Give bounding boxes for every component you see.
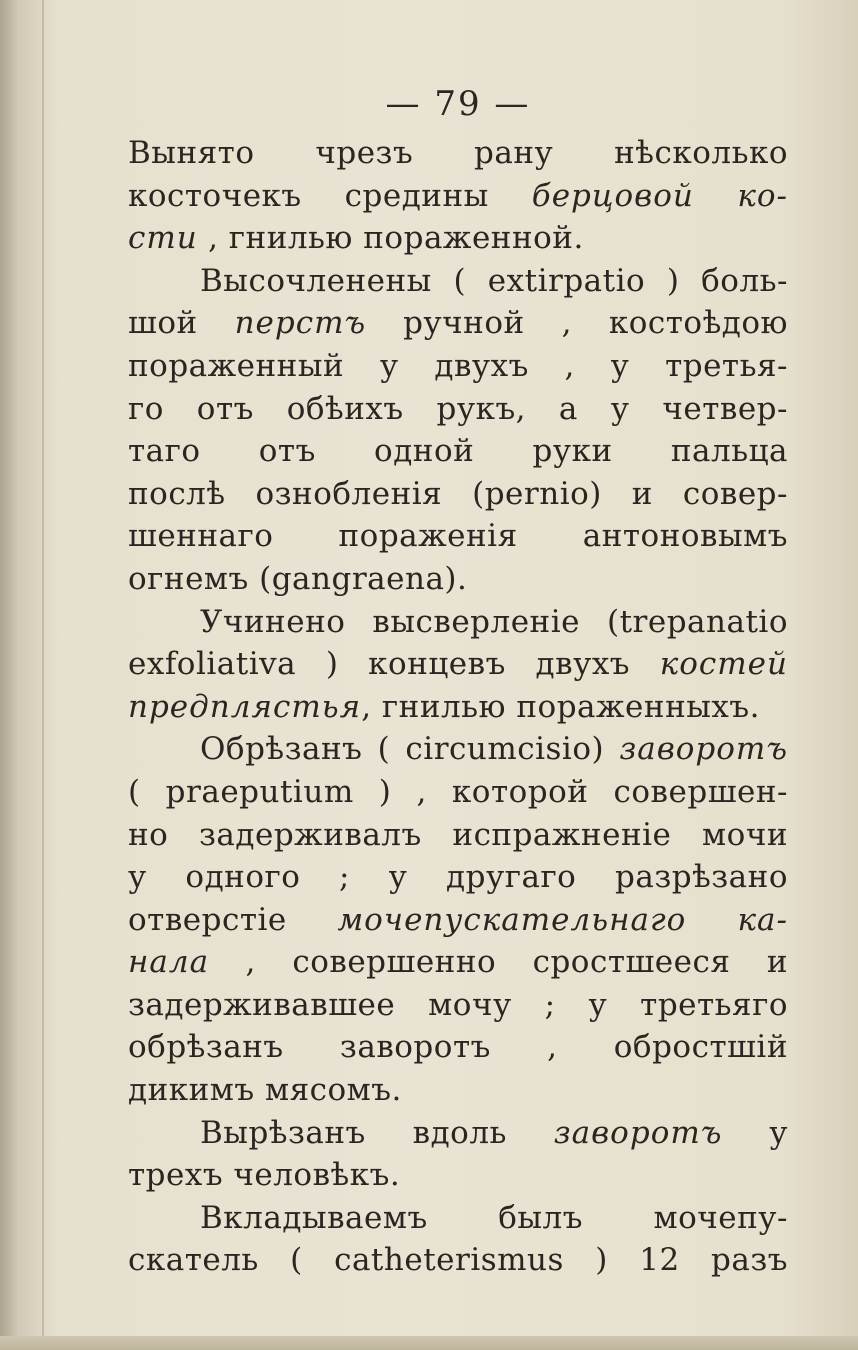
text-line-8: таго отъ одной руки пальца	[128, 433, 788, 470]
text-line-26: Вкладываемъ былъ мочепу-	[200, 1199, 788, 1236]
gutter-line	[42, 0, 44, 1350]
text-line-1: Вынято чрезъ рану нѣсколько	[128, 135, 788, 171]
text-line-19: отверстіе мочепускательнаго ка-	[128, 901, 788, 938]
page-fold-shadow	[0, 0, 60, 1350]
text-line-23: дикимъ мясомъ.	[128, 1072, 402, 1109]
text-line-24: Вырѣзанъ вдоль заворотъ у	[200, 1114, 789, 1151]
text-line-20: нала , совершенно сростшееся и	[128, 944, 788, 981]
text-line-2: косточекъ средины берцовой ко-	[128, 177, 788, 214]
text-line-15: Обрѣзанъ ( circumcisio) заворотъ	[200, 731, 788, 768]
text-line-16: ( praeputium ) , которой совершен-	[128, 773, 788, 810]
text-line-3: сти , гнилью пораженной.	[128, 220, 584, 257]
text-line-14: предплястья, гнилью пораженныхъ.	[128, 688, 760, 725]
page-number: — 79 —	[385, 84, 531, 124]
text-line-21: задерживавшее мочу ; у третьяго	[128, 986, 788, 1023]
text-line-9: послѣ ознобленія (pernio) и совер-	[128, 475, 788, 512]
page-bottom-edge	[0, 1336, 858, 1350]
text-line-5: шой перстъ ручной , костоѣдою	[128, 305, 788, 342]
text-line-6: пораженный у двухъ , у третья-	[128, 347, 788, 384]
text-line-17: но задерживалъ испражненіе мочи	[128, 816, 788, 853]
text-line-4: Высочленены ( extirpatio ) боль-	[200, 262, 788, 299]
text-line-7: го отъ обѣихъ рукъ, а у четвер-	[128, 390, 788, 427]
text-line-10: шеннаго пораженія антоновымъ	[128, 518, 788, 555]
page-text	[128, 78, 788, 1282]
text-line-12: Учинено высверленіе (trepanatio	[200, 603, 788, 640]
text-line-27: скатель ( catheterismus ) 12 разъ	[128, 1242, 788, 1279]
text-line-22: обрѣзанъ заворотъ , обростшій	[128, 1029, 788, 1066]
text-line-18: у одного ; у другаго разрѣзано	[128, 859, 788, 896]
text-line-11: огнемъ (gangraena).	[128, 560, 468, 597]
text-line-25: трехъ человѣкъ.	[128, 1157, 401, 1194]
text-line-13: exfoliativa ) концевъ двухъ костей	[128, 646, 788, 683]
